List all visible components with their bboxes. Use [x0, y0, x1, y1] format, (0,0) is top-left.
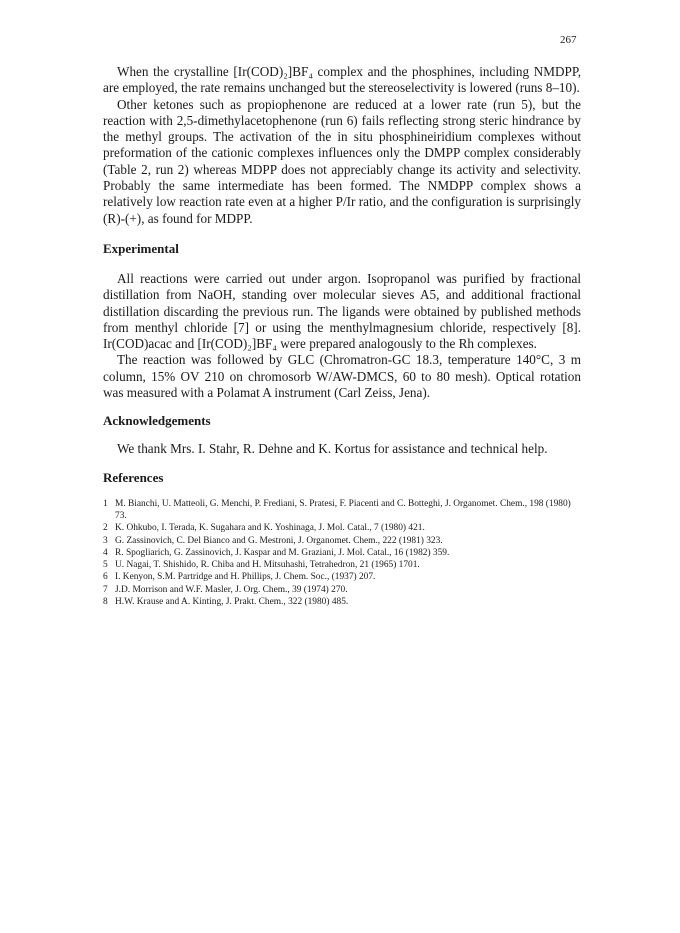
section-heading-references: References: [103, 469, 164, 485]
reference-number: 6: [103, 572, 108, 583]
experimental-paragraph: The reaction was followed by GLC (Chromatron-GC 18.3, temperature 140°C, 3 m column, 15% OV 210 on chromosorb W/AW-DMCS, 60 to 80 mesh). Optical rotation was measured with a Polamat A instrument (Carl Zeiss, Jena).: [103, 352, 581, 401]
reference-item: [103, 498, 581, 523]
page-body: [103, 64, 581, 608]
reference-number: 5: [103, 560, 108, 571]
reference-text: G. Zassinovich, C. Del Bianco and G. Mestroni, J. Organomet. Chem., 222 (1981) 323.: [115, 535, 443, 546]
reference-text: H.W. Krause and A. Kinting, J. Prakt. Chem., 322 (1980) 485.: [115, 597, 349, 608]
reference-number: 3: [103, 535, 108, 546]
reference-text: K. Ohkubo, I. Terada, K. Sugahara and K. Yoshinaga, J. Mol. Catal., 7 (1980) 421.: [115, 523, 425, 534]
reference-text: I. Kenyon, S.M. Partridge and H. Phillips, J. Chem. Soc., (1937) 207.: [115, 572, 376, 583]
page-number: 267: [560, 34, 577, 46]
reference-item: [103, 571, 581, 583]
reference-item: [103, 535, 581, 547]
reference-number: 2: [103, 523, 108, 534]
intro-paragraph: Other ketones such as propiophenone are reduced at a lower rate (run 5), but the reaction with 2,5-dimethylacetophenone (run 6) fails reflecting strong steric hindrance by the methyl groups. The activation of the in situ phosphineiridium complexes without preformation of the cationic complexes influences only the DMPP complex considerably (Table 2, run 2) whereas MDPP does not appreciably change its activity and selectivity. Probably the same intermediate has been formed. The NMDPP complex shows a relatively low reaction rate even at a higher P/Ir ratio, and the configuration is surprisingly (R)-(+), as found for MDPP.: [103, 96, 581, 226]
reference-text: R. Spogliarich, G. Zassinovich, J. Kaspar and M. Graziani, J. Mol. Catal., 16 (1982) 359.: [115, 547, 450, 558]
intro-paragraph: When the crystalline [Ir(COD)₂]BF₄ complex and the phosphines, including NMDPP, are employed, the rate remains unchanged but the stereoselectivity is lowered (runs 8–10).: [103, 64, 581, 96]
experimental-paragraph: All reactions were carried out under argon. Isopropanol was purified by fractional distillation from NaOH, standing over molecular sieves A5, and additional fractional distillation discarding the previous run. The ligands were obtained by published methods from menthyl chloride [7] or using the menthylmagnesium chloride, respectively [8]. Ir(COD)acac and [Ir(COD)₂]BF₄ were prepared analogously to the Rh complexes.: [103, 270, 581, 352]
section-heading-experimental: Experimental: [103, 240, 179, 256]
acknowledgements-paragraph: We thank Mrs. I. Stahr, R. Dehne and K. Kortus for assistance and technical help.: [117, 441, 548, 457]
reference-list: [103, 498, 581, 609]
section-heading-acknowledgements: Acknowledgements: [103, 413, 211, 429]
reference-text: J.D. Morrison and W.F. Masler, J. Org. Chem., 39 (1974) 270.: [115, 584, 348, 595]
reference-item: [103, 522, 581, 534]
reference-number: 8: [103, 597, 108, 608]
reference-number: 1: [103, 498, 108, 509]
reference-number: 4: [103, 547, 108, 558]
reference-item: [103, 547, 581, 559]
reference-text: U. Nagai, T. Shishido, R. Chiba and H. Mitsuhashi, Tetrahedron, 21 (1965) 1701.: [115, 560, 420, 571]
reference-item: [103, 596, 581, 608]
reference-item: [103, 559, 581, 571]
reference-text: M. Bianchi, U. Matteoli, G. Menchi, P. Frediani, S. Pratesi, F. Piacenti and C. Botteghi, J. Organomet. Chem., 198 (1980) 73.: [115, 498, 571, 521]
reference-item: [103, 584, 581, 596]
reference-number: 7: [103, 584, 108, 595]
